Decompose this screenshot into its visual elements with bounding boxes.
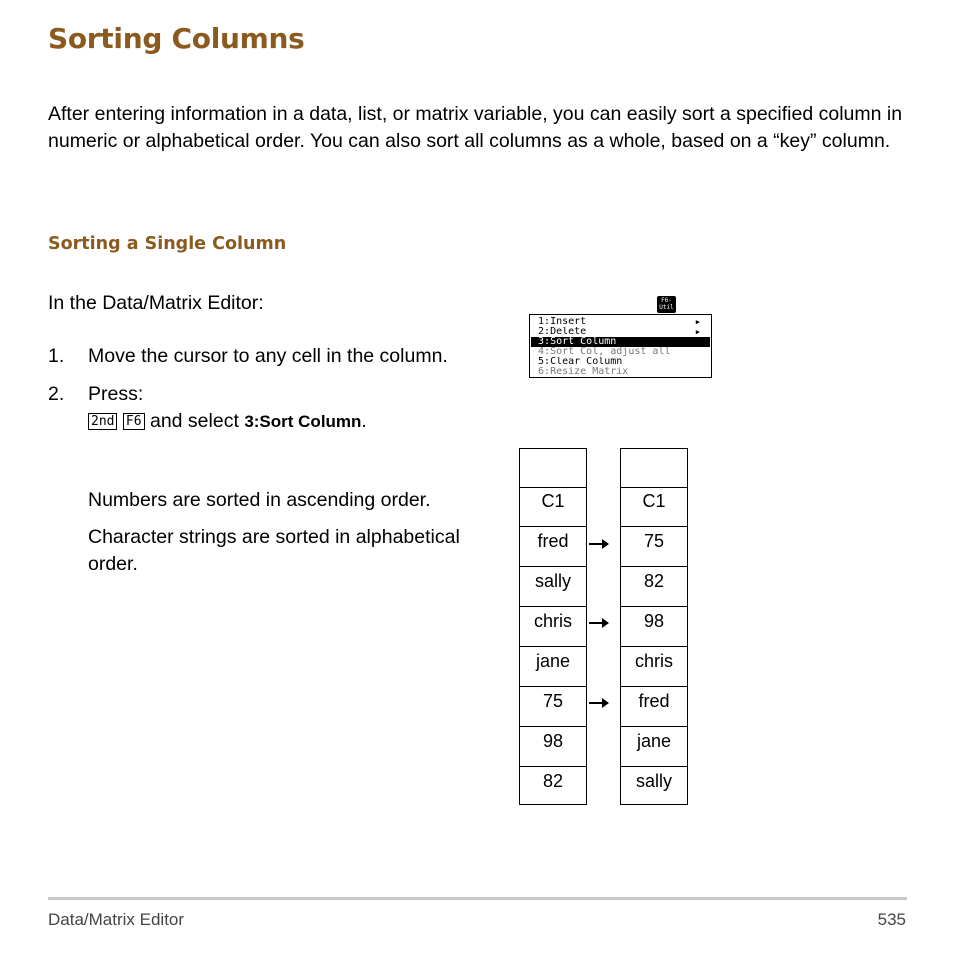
f6-util-key-icon <box>657 296 676 313</box>
menu-item-number: 5 <box>538 357 545 367</box>
footer-divider <box>48 897 907 900</box>
column-divider <box>520 726 586 727</box>
column-divider <box>621 566 687 567</box>
column-cell: 98 <box>542 731 564 751</box>
key-instruction <box>88 408 367 436</box>
column-divider <box>520 487 586 488</box>
menu-item-sort-col-adjust-all[interactable]: 4:Sort Col, adjust all <box>538 347 671 357</box>
menu-item-label: Delete <box>550 327 587 337</box>
column-cell: jane <box>636 731 672 751</box>
and-select-text: and select <box>149 410 239 432</box>
menu-item-sort-column[interactable]: 3:Sort Column <box>531 337 710 347</box>
key-2nd: 2nd <box>88 413 117 430</box>
menu-item-number: 3 <box>538 337 545 347</box>
column-cell: sally <box>635 771 672 791</box>
column-cell: sally <box>534 571 571 591</box>
menu-item-label: Clear Column <box>550 357 623 367</box>
menu-item-delete[interactable]: 2:Delete ▶ <box>538 327 700 337</box>
column-divider <box>520 766 586 767</box>
column-cell: 98 <box>643 611 665 631</box>
right-arrow-icon <box>589 622 608 624</box>
column-divider <box>621 726 687 727</box>
menu-selection: 3:Sort Column <box>244 412 362 431</box>
column-cell: chris <box>533 611 572 631</box>
menu-item-label: Sort Column <box>550 337 617 347</box>
column-cell: 75 <box>542 691 564 711</box>
step-number-2: 2. <box>48 383 65 405</box>
column-divider <box>520 526 586 527</box>
column-cell: fred <box>638 691 670 711</box>
column-divider <box>621 606 687 607</box>
menu-item-clear-column[interactable]: 5:Clear Column <box>538 357 623 367</box>
column-cell: 75 <box>643 531 665 551</box>
column-cell: fred <box>537 531 569 551</box>
column-divider <box>520 606 586 607</box>
page-number: 535 <box>877 910 906 929</box>
column-divider <box>621 766 687 767</box>
right-arrow-icon <box>589 702 608 704</box>
menu-item-number: 4 <box>538 347 545 357</box>
column-divider <box>520 686 586 687</box>
sorted-column <box>620 448 688 805</box>
right-arrow-icon <box>589 543 608 545</box>
menu-item-insert[interactable]: 1:Insert ▶ <box>538 317 700 327</box>
footer-section: Data/Matrix Editor <box>48 910 185 929</box>
column-cell: 82 <box>643 571 665 591</box>
unsorted-column <box>519 448 587 805</box>
menu-item-resize-matrix[interactable]: 6:Resize Matrix <box>538 367 629 377</box>
column-divider <box>621 646 687 647</box>
calculator-menu-screen <box>529 314 712 378</box>
menu-item-label: Sort Col, adjust all <box>550 347 671 357</box>
menu-item-number: 2 <box>538 327 545 337</box>
column-cell: 82 <box>542 771 564 791</box>
column-header: C1 <box>642 491 666 511</box>
util-key-label: Util <box>659 304 674 311</box>
submenu-arrow-icon: ▶ <box>695 328 700 336</box>
editor-context: In the Data/Matrix Editor: <box>48 292 264 314</box>
note-numbers: Numbers are sorted in ascending order. <box>88 489 431 511</box>
menu-item-label: Resize Matrix <box>550 367 629 377</box>
submenu-arrow-icon: ▶ <box>695 318 700 326</box>
intro-paragraph: After entering information in a data, list, or matrix variable, you can easily sort a specified column in numeric or alphabetical order. You can also sort all columns as a whole, based on a “key” column. <box>48 103 903 152</box>
note-strings: Character strings are sorted in alphabetical order. <box>88 526 460 575</box>
column-divider <box>621 487 687 488</box>
f6-key-label: F6- <box>661 297 672 304</box>
section-heading: Sorting a Single Column <box>48 234 287 254</box>
column-cell: chris <box>634 651 673 671</box>
step-number-1: 1. <box>48 345 65 367</box>
menu-item-number: 1 <box>538 317 545 327</box>
menu-item-label: Insert <box>550 317 587 327</box>
column-header: C1 <box>541 491 565 511</box>
step-text-1: Move the cursor to any cell in the column. <box>88 345 448 367</box>
column-divider <box>520 566 586 567</box>
column-cell: jane <box>535 651 571 671</box>
page-title: Sorting Columns <box>48 22 305 55</box>
column-divider <box>520 646 586 647</box>
menu-item-number: 6 <box>538 367 545 377</box>
period: . <box>361 410 367 432</box>
column-divider <box>621 526 687 527</box>
step-text-2: Press: <box>88 383 144 405</box>
key-f6: F6 <box>123 413 145 430</box>
column-divider <box>621 686 687 687</box>
